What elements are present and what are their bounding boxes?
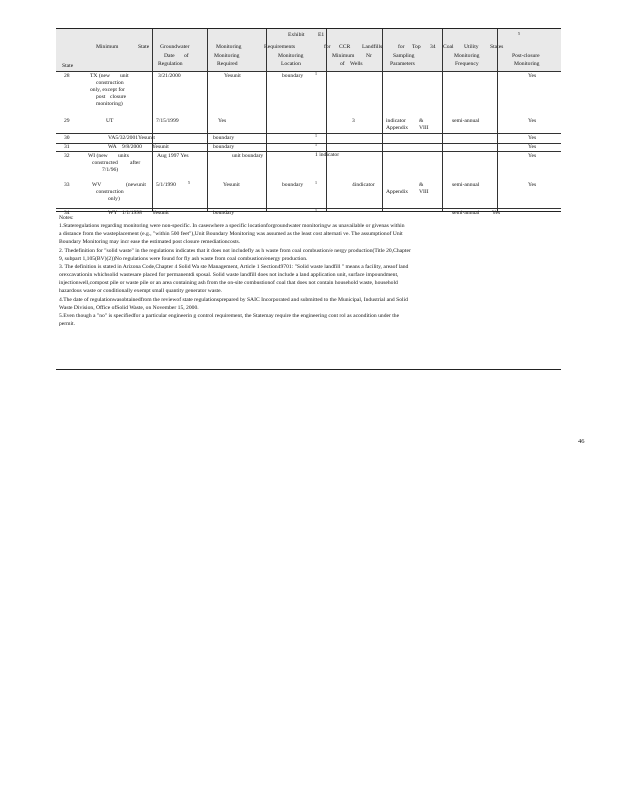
row-state: 7/1/96) [102, 167, 119, 173]
title-word: 34 [430, 44, 436, 50]
row-state: constructed [92, 160, 118, 166]
row-required: Yes [218, 118, 227, 124]
title-word: Top [412, 44, 421, 50]
col-postclosure: Monitoring [514, 61, 540, 67]
notes-heading: Notes: [59, 215, 74, 221]
exhibit-footnote-mark: 5 [518, 31, 520, 36]
note-line: Boundary Monitoring may incr ease the estimated post closure remediationcosts. [59, 239, 241, 245]
row-state: Yesunit [152, 210, 169, 216]
row-postclosure: Yes [528, 118, 537, 124]
table-header [56, 29, 561, 71]
row-divider [56, 133, 561, 134]
row-postclosure: Yes [528, 182, 537, 188]
row-state: after [130, 160, 141, 166]
row-required: boundary [213, 144, 235, 150]
row-date: 3/21/2000 [158, 73, 181, 79]
row-required: Yesunit [224, 73, 241, 79]
row-footnote: 1 [315, 71, 317, 76]
row-location: boundary [282, 182, 304, 188]
row-state: TX (new [90, 73, 111, 79]
row-state: only) [108, 196, 120, 202]
col-divider [326, 29, 327, 211]
row-required: boundary [213, 210, 235, 216]
title-word: State [138, 44, 150, 50]
row-state: 9/8/2000 [122, 144, 142, 150]
col-wells: Wells [350, 61, 363, 67]
row-number: 29 [64, 118, 70, 124]
row-state: construction [96, 80, 124, 86]
col-location: Location [281, 61, 301, 67]
row-params: & [419, 118, 424, 124]
row-wells: 3 [352, 118, 355, 124]
note-line: a distance from the wasteplacement (e.g., "within 500 feet"),Unit Boundary Monitoring was assumed as the least cost alternati ve. The assumptionof Unit [59, 231, 403, 237]
row-number: 33 [64, 182, 70, 188]
row-params: & [419, 182, 424, 188]
row-number: 34 [64, 210, 70, 216]
note-line: 1.Stateregulations regarding monitoring were non-specific. In caseswhere a specific locationforgroundwater monitoringw as unavailable or givenas within [59, 223, 405, 229]
col-divider [207, 29, 208, 211]
row-postclosure: Yes [528, 135, 537, 141]
row-footnote: 1 [315, 180, 317, 185]
row-required: boundary [213, 135, 235, 141]
col-frequency: Monitoring [454, 53, 480, 59]
col-date: Date [164, 53, 175, 59]
row-footnote: 1 [315, 142, 317, 147]
row-state: only, except for [90, 87, 125, 93]
col-wells: Minimum [332, 53, 355, 59]
row-state: closure [110, 94, 127, 100]
notes-section [56, 212, 561, 370]
page-number: 46 [578, 438, 585, 445]
title-word: Minimum [96, 44, 119, 50]
row-state: WA [108, 144, 117, 150]
col-location: Monitoring [278, 53, 304, 59]
row-postclosure: Yes [528, 73, 537, 79]
col-params: Parameters [390, 61, 415, 67]
col-required: Monitoring [214, 53, 240, 59]
row-state: Yesunit [152, 144, 169, 150]
title-word: Coal [443, 44, 454, 50]
col-divider [382, 29, 383, 211]
row-date: 7/15/1999 [156, 118, 179, 124]
note-line: 9, subpart 1,105(BV)(2))No regulations were found for fly ash waste from coal combustion/energy production. [59, 256, 308, 262]
row-divider [56, 151, 561, 152]
title-word: Landfills [362, 44, 383, 50]
title-word: States [490, 44, 504, 50]
row-footnote: 1 [315, 208, 317, 213]
row-divider [56, 71, 561, 72]
col-postclosure: Post-closure [512, 53, 540, 59]
title-word: Requirements [264, 44, 296, 50]
col-params: Sampling [393, 53, 415, 59]
row-state: monitoring) [96, 101, 123, 107]
row-postclosure: Yes [528, 144, 537, 150]
row-number: 32 [64, 153, 70, 159]
col-divider [497, 29, 498, 211]
row-state: 1/1/1998 [122, 210, 142, 216]
exhibit-label: Exhibit [288, 32, 305, 38]
col-divider [442, 29, 443, 211]
row-location: boundary [282, 73, 304, 79]
note-line: hazardous waste or conditionally exempt small quantity generator waste. [59, 288, 222, 294]
note-line: orexcavationin whichsolid wastesare placed for permanentdi sposal. Solid waste landfill does not include a land application unit, surface impoundment, [59, 272, 399, 278]
note-line: Waste Division, Office ofSolid Waste, on November 15, 2000. [59, 305, 199, 311]
row-frequency: semi-annual [452, 210, 480, 216]
row-number: 30 [64, 135, 70, 141]
col-frequency: Frequency [455, 61, 479, 67]
note-line: 5.Even though a "no" is specifiedfor a particular engineerin g control requirement, the Statemay require the engineering cont rol as acondition under the [59, 313, 400, 319]
row-params: VIII [419, 189, 429, 195]
col-state: State [62, 63, 74, 69]
row-state: construction [96, 189, 124, 195]
row-postclosure: Yes [528, 153, 537, 159]
note-line: injectionwell,compost pile or waste pile or an area containing ash from the on-site combustionof coal that does not contain household waste, household [59, 280, 398, 286]
row-required: Yesunit [223, 182, 240, 188]
row-footnote: 1 [315, 133, 317, 138]
row-state: post [96, 94, 106, 100]
row-state: WI (new [88, 153, 108, 159]
title-word: Monitoring [216, 44, 242, 50]
row-postclosure: Yes [492, 210, 501, 216]
row-params: Appendix [386, 125, 409, 131]
exhibit-table [56, 28, 561, 216]
row-state: WV [92, 182, 102, 188]
note-line: 4.The date of regulationwasobtainedfrom the reviewof state regulationsprepared by SAIC Incorporated and submitted to the Municipal, Industrial and Solid [59, 297, 408, 303]
title-word: CCR [339, 44, 351, 50]
row-state: unit [120, 73, 129, 79]
col-date: of [184, 53, 189, 59]
row-state: WY [108, 210, 118, 216]
row-state: units [118, 153, 129, 159]
row-wells: 4indicator [352, 182, 375, 188]
row-frequency: semi-annual [452, 118, 480, 124]
row-divider [56, 208, 561, 209]
title-word: Utility [464, 44, 479, 50]
row-frequency: semi-annual [452, 182, 480, 188]
row-number: 28 [64, 73, 70, 79]
title-word: for [398, 44, 405, 50]
note-line: permit. [59, 321, 76, 327]
row-date: 5/1/1990 [156, 182, 176, 188]
row-state: UT [106, 118, 114, 124]
col-divider [266, 29, 267, 211]
exhibit-number: E1 [318, 32, 325, 38]
col-wells: of [340, 61, 345, 67]
col-divider [152, 29, 153, 211]
row-footnote: 5 [188, 180, 190, 185]
row-number: 31 [64, 144, 70, 150]
row-required: unit boundary [232, 153, 264, 159]
row-date: Aug 1997 Yes [157, 153, 189, 159]
row-params: indicator [386, 118, 406, 124]
row-params: Appendix [386, 189, 409, 195]
title-word: for [324, 44, 331, 50]
row-params: VIII [419, 125, 429, 131]
note-line: 3. The definition is stated in Arizona Code,Chapter 4 Solid Wa ste Management, Article 1 Section49701: "Solid waste landfill " means a facility, areaof land [59, 264, 409, 270]
col-required: Required [217, 61, 238, 67]
note-line: 2. Thedefinition for "solid waste" in the regulations indicates that it does not includefly as h waste from coal combustion/e nergy production(Title 20,Chapter [59, 248, 411, 254]
row-state: (newunit [126, 182, 146, 188]
title-word: Groundwater [160, 44, 190, 50]
row-location: 1 indicator [315, 152, 340, 158]
row-state: VA5/32/2001Yesunit [108, 135, 155, 141]
col-date: Regulation [158, 61, 183, 67]
col-wells: Nr [366, 53, 372, 59]
